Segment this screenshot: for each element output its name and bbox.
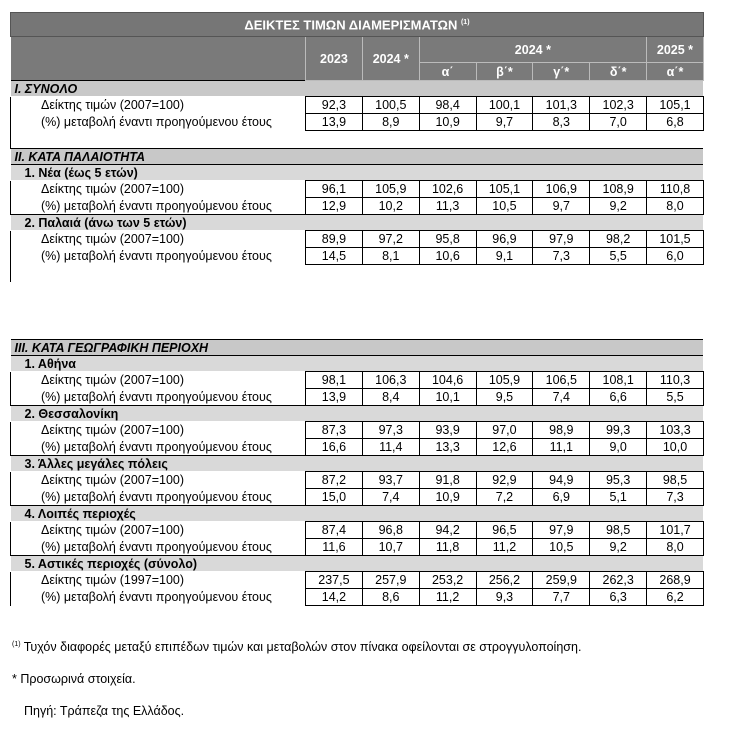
header-quarter: α΄ [419, 63, 476, 81]
value-cell: 101,7 [647, 522, 704, 539]
value-cell: 101,3 [533, 97, 590, 114]
value-cell: 8,9 [362, 114, 419, 131]
value-cell: 9,3 [476, 589, 533, 606]
row-label: (%) μεταβολή έναντι προηγούμενου έτους [11, 248, 306, 265]
value-cell: 15,0 [306, 489, 363, 506]
value-cell: 91,8 [419, 472, 476, 489]
value-cell: 13,9 [306, 114, 363, 131]
value-cell: 102,3 [590, 97, 647, 114]
value-cell: 257,9 [362, 572, 419, 589]
value-cell: 100,5 [362, 97, 419, 114]
header-2023: 2023 [306, 37, 363, 81]
section-title: ΙΙ. ΚΑΤΑ ΠΑΛΑΙΟΤΗΤΑ [11, 149, 704, 165]
value-cell: 110,8 [647, 181, 704, 198]
value-cell: 7,4 [362, 489, 419, 506]
value-cell: 9,7 [476, 114, 533, 131]
row-label: Δείκτης τιμών (2007=100) [11, 472, 306, 489]
section-title: Ι. ΣΥΝΟΛΟ [11, 81, 704, 97]
table-row [11, 589, 704, 606]
title-note-mark: (1) [460, 19, 470, 27]
subsection-title: 1. Νέα (έως 5 ετών) [11, 165, 704, 181]
value-cell: 8,0 [647, 539, 704, 556]
value-cell: 5,5 [590, 248, 647, 265]
value-cell: 259,9 [533, 572, 590, 589]
section-title: ΙΙΙ. ΚΑΤΑ ΓΕΩΓΡΑΦΙΚΗ ΠΕΡΙΟΧΗ [11, 340, 704, 356]
table-row [11, 114, 704, 131]
value-cell: 9,0 [590, 439, 647, 456]
table-row [11, 439, 704, 456]
value-cell: 10,0 [647, 439, 704, 456]
row-label: Δείκτης τιμών (2007=100) [11, 372, 306, 389]
value-cell: 100,1 [476, 97, 533, 114]
value-cell: 253,2 [419, 572, 476, 589]
value-cell: 7,2 [476, 489, 533, 506]
value-cell: 105,1 [476, 181, 533, 198]
value-cell: 8,3 [533, 114, 590, 131]
note-provisional: * Προσωρινά στοιχεία. [12, 672, 136, 686]
value-cell: 103,3 [647, 422, 704, 439]
table-row [11, 181, 704, 198]
note-source: Πηγή: Τράπεζα της Ελλάδος. [24, 704, 185, 718]
value-cell: 92,9 [476, 472, 533, 489]
value-cell: 110,3 [647, 372, 704, 389]
value-cell: 6,6 [590, 389, 647, 406]
value-cell: 6,2 [647, 589, 704, 606]
value-cell: 10,6 [419, 248, 476, 265]
value-cell: 96,9 [476, 231, 533, 248]
value-cell: 95,8 [419, 231, 476, 248]
table-row [11, 472, 704, 489]
value-cell: 6,0 [647, 248, 704, 265]
value-cell: 7,3 [533, 248, 590, 265]
value-cell: 102,6 [419, 181, 476, 198]
value-cell: 11,2 [419, 589, 476, 606]
value-cell: 9,2 [590, 539, 647, 556]
value-cell: 97,3 [362, 422, 419, 439]
row-label: (%) μεταβολή έναντι προηγούμενου έτους [11, 589, 306, 606]
value-cell: 9,5 [476, 389, 533, 406]
value-cell: 96,1 [306, 181, 363, 198]
value-cell: 8,0 [647, 198, 704, 215]
value-cell: 7,7 [533, 589, 590, 606]
value-cell: 13,9 [306, 389, 363, 406]
value-cell: 6,9 [533, 489, 590, 506]
row-label: (%) μεταβολή έναντι προηγούμενου έτους [11, 389, 306, 406]
value-cell: 11,3 [419, 198, 476, 215]
value-cell: 10,9 [419, 114, 476, 131]
value-cell: 11,6 [306, 539, 363, 556]
subsection-title: 4. Λοιπές περιοχές [11, 506, 704, 522]
header-group-2024: 2024 * [419, 37, 646, 63]
value-cell: 99,3 [590, 422, 647, 439]
table-row [11, 248, 704, 265]
row-label: Δείκτης τιμών (2007=100) [11, 231, 306, 248]
value-cell: 262,3 [590, 572, 647, 589]
table-row [11, 231, 704, 248]
value-cell: 10,2 [362, 198, 419, 215]
value-cell: 108,1 [590, 372, 647, 389]
value-cell: 87,3 [306, 422, 363, 439]
value-cell: 105,1 [647, 97, 704, 114]
value-cell: 94,2 [419, 522, 476, 539]
value-cell: 11,2 [476, 539, 533, 556]
value-cell: 97,0 [476, 422, 533, 439]
row-label: Δείκτης τιμών (2007=100) [11, 522, 306, 539]
value-cell: 98,2 [590, 231, 647, 248]
value-cell: 16,6 [306, 439, 363, 456]
row-label: Δείκτης τιμών (2007=100) [11, 97, 306, 114]
note-mark: (1) [12, 640, 21, 648]
value-cell: 256,2 [476, 572, 533, 589]
row-label: Δείκτης τιμών (2007=100) [11, 181, 306, 198]
value-cell: 106,3 [362, 372, 419, 389]
table-row [11, 489, 704, 506]
table-row [11, 389, 704, 406]
header-2024: 2024 * [362, 37, 419, 81]
value-cell: 105,9 [476, 372, 533, 389]
table-row [11, 422, 704, 439]
value-cell: 9,7 [533, 198, 590, 215]
value-cell: 106,9 [533, 181, 590, 198]
header-quarter: α΄* [647, 63, 704, 81]
value-cell: 6,3 [590, 589, 647, 606]
value-cell: 268,9 [647, 572, 704, 589]
value-cell: 14,2 [306, 589, 363, 606]
value-cell: 98,1 [306, 372, 363, 389]
value-cell: 105,9 [362, 181, 419, 198]
value-cell: 11,8 [419, 539, 476, 556]
table-row [11, 97, 704, 114]
value-cell: 9,1 [476, 248, 533, 265]
value-cell: 13,3 [419, 439, 476, 456]
value-cell: 10,5 [476, 198, 533, 215]
row-label: (%) μεταβολή έναντι προηγούμενου έτους [11, 439, 306, 456]
header-quarter: β΄* [476, 63, 533, 81]
price-index-table-bottom [10, 339, 704, 606]
header-quarter: δ΄* [590, 63, 647, 81]
value-cell: 10,7 [362, 539, 419, 556]
note-rounding-text: Τυχόν διαφορές μεταξύ επιπέδων τιμών και μεταβολών στον πίνακα οφείλονται σε στρογγυλοποίηση. [20, 640, 582, 654]
value-cell: 98,9 [533, 422, 590, 439]
header-quarter: γ΄* [533, 63, 590, 81]
header-group-2025: 2025 * [647, 37, 704, 63]
value-cell: 5,5 [647, 389, 704, 406]
value-cell: 97,9 [533, 231, 590, 248]
row-label: Δείκτης τιμών (1997=100) [11, 572, 306, 589]
value-cell: 11,4 [362, 439, 419, 456]
value-cell: 8,6 [362, 589, 419, 606]
value-cell: 98,4 [419, 97, 476, 114]
row-label: (%) μεταβολή έναντι προηγούμενου έτους [11, 539, 306, 556]
subsection-title: 1. Αθήνα [11, 356, 704, 372]
value-cell: 10,5 [533, 539, 590, 556]
value-cell: 12,6 [476, 439, 533, 456]
value-cell: 10,1 [419, 389, 476, 406]
row-label: Δείκτης τιμών (2007=100) [11, 422, 306, 439]
row-label: (%) μεταβολή έναντι προηγούμενου έτους [11, 114, 306, 131]
subsection-title: 3. Άλλες μεγάλες πόλεις [11, 456, 704, 472]
value-cell: 87,2 [306, 472, 363, 489]
value-cell: 87,4 [306, 522, 363, 539]
value-cell: 7,3 [647, 489, 704, 506]
value-cell: 106,5 [533, 372, 590, 389]
row-label: (%) μεταβολή έναντι προηγούμενου έτους [11, 198, 306, 215]
value-cell: 8,4 [362, 389, 419, 406]
value-cell: 7,0 [590, 114, 647, 131]
value-cell: 9,2 [590, 198, 647, 215]
value-cell: 93,7 [362, 472, 419, 489]
subsection-title: 5. Αστικές περιοχές (σύνολο) [11, 556, 704, 572]
value-cell: 11,1 [533, 439, 590, 456]
subsection-title: 2. Θεσσαλονίκη [11, 406, 704, 422]
value-cell: 98,5 [647, 472, 704, 489]
table-row [11, 522, 704, 539]
header-blank [11, 37, 306, 81]
table-title: ΔΕΙΚΤΕΣ ΤΙΜΩΝ ΔΙΑΜΕΡΙΣΜΑΤΩΝ $^{(1)}$ [11, 13, 704, 37]
value-cell: 94,9 [533, 472, 590, 489]
value-cell: 97,2 [362, 231, 419, 248]
value-cell: 96,5 [476, 522, 533, 539]
value-cell: 89,9 [306, 231, 363, 248]
value-cell: 5,1 [590, 489, 647, 506]
value-cell: 92,3 [306, 97, 363, 114]
value-cell: 6,8 [647, 114, 704, 131]
table-row [11, 372, 704, 389]
value-cell: 97,9 [533, 522, 590, 539]
value-cell: 7,4 [533, 389, 590, 406]
value-cell: 101,5 [647, 231, 704, 248]
value-cell: 108,9 [590, 181, 647, 198]
value-cell: 12,9 [306, 198, 363, 215]
table-row [11, 539, 704, 556]
row-label: (%) μεταβολή έναντι προηγούμενου έτους [11, 489, 306, 506]
value-cell: 104,6 [419, 372, 476, 389]
value-cell: 93,9 [419, 422, 476, 439]
value-cell: 14,5 [306, 248, 363, 265]
value-cell: 96,8 [362, 522, 419, 539]
value-cell: 237,5 [306, 572, 363, 589]
value-cell: 95,3 [590, 472, 647, 489]
table-row [11, 198, 704, 215]
value-cell: 10,9 [419, 489, 476, 506]
subsection-title: 2. Παλαιά (άνω των 5 ετών) [11, 215, 704, 231]
value-cell: 98,5 [590, 522, 647, 539]
price-index-table-top [10, 12, 704, 282]
table-row [11, 572, 704, 589]
note-rounding [12, 640, 581, 654]
value-cell: 8,1 [362, 248, 419, 265]
